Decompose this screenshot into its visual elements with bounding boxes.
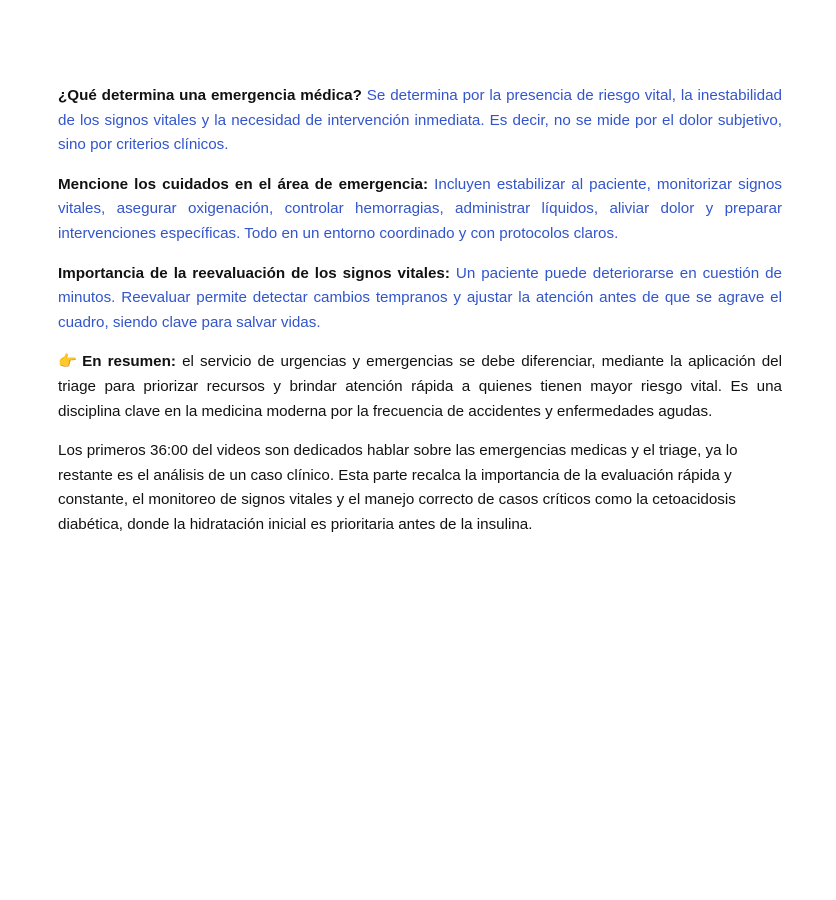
question-label: ¿Qué determina una emergencia médica? [58, 87, 362, 104]
question-label: Importancia de la reevaluación de los signos vitales: [58, 264, 450, 282]
answer-text: Un paciente puede deteriorarse en cuestión de minutos. Reevaluar permite detectar cambios tempranos y ajustar la atención antes de que se agrave el cuadro, siendo clave para salvar vidas. [58, 264, 782, 331]
closing-paragraph: Los primeros 36:00 del videos son dedicados hablar sobre las emergencias medicas y el triage, ya lo restante es el análisis de un caso clínico. Esta parte recalca la importancia de la evaluación rápida y constante, el monitoreo de signos vitales y el manejo correcto de casos críticos como la cetoacidosis diabética, donde la hidratación inicial es prioritaria antes de la insulina. [58, 442, 738, 533]
pointing-hand-icon: 👉 [58, 353, 77, 371]
summary-paragraph [58, 350, 782, 424]
question-label: Mencione los cuidados en el área de emergencia: [58, 175, 429, 193]
question-reevaluation [58, 262, 782, 336]
question-care [58, 173, 782, 247]
document-body [58, 84, 782, 553]
question-emergency [58, 84, 782, 158]
summary-text: el servicio de urgencias y emergencias se debe diferenciar, mediante la aplicación del triage para priorizar recursos y brindar atención rápida a quienes tienen mayor riesgo vital. Es una disciplina clave en la medicina moderna por la frecuencia de accidentes y enfermedades agudas. [58, 353, 782, 420]
answer-text: Se determina por la presencia de riesgo vital, la inestabilidad de los signos vitales y la necesidad de intervención inmediata. Es decir, no se mide por el dolor subjetivo, sino por criterios clínicos. [58, 87, 782, 154]
answer-text: Incluyen estabilizar al paciente, monitorizar signos vitales, asegurar oxigenación, controlar hemorragias, administrar líquidos, aliviar dolor y preparar intervenciones específicas. Todo en un entorno coordinado y con protocolos claros. [58, 175, 782, 242]
summary-label: En resumen: [82, 353, 176, 371]
